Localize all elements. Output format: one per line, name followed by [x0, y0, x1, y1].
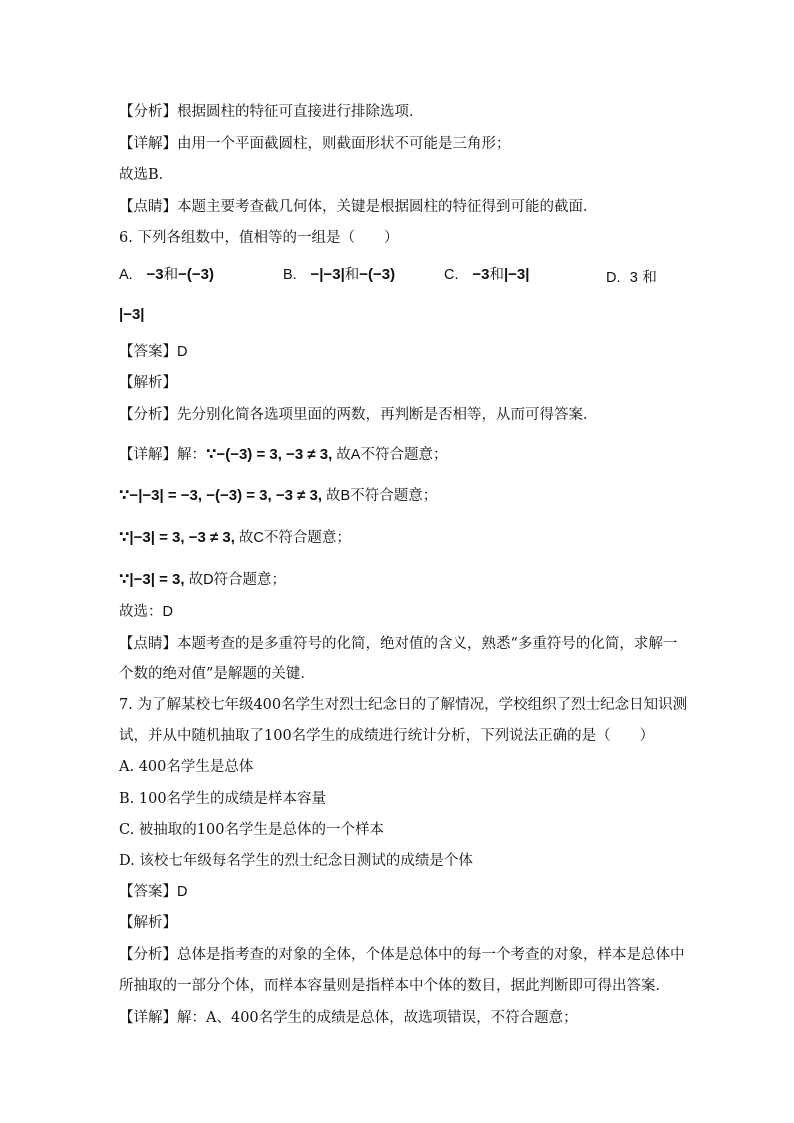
option-right-expr: −(−3)	[359, 266, 396, 283]
option-and: 和	[163, 267, 179, 283]
q7-stem-2: 试，并从中随机抽取了100名学生的成绩进行统计分析，下列说法正确的是（ ）	[119, 728, 655, 744]
option-letter: D.	[606, 270, 621, 286]
q6-detail-line-2	[119, 486, 437, 506]
q6-option-d	[606, 268, 657, 288]
q6-option-d-continued	[119, 305, 145, 325]
q7-option-b: B. 100名学生的成绩是样本容量	[119, 791, 327, 807]
detail-text: 故D符合题意；	[184, 572, 287, 588]
option-letter: C.	[444, 267, 459, 283]
detail-math: ∵|−3| = 3, −3 ≠ 3,	[119, 529, 235, 546]
q5-comment: 【点睛】本题主要考查截几何体，关键是根据圆柱的特征得到可能的截面．	[119, 199, 598, 215]
q6-comment-2: 个数的绝对值”是解题的关键．	[119, 666, 315, 682]
option-left-expr: −3	[146, 266, 164, 283]
q5-detail: 【详解】由用一个平面截圆柱，则截面形状不可能是三角形；	[119, 136, 511, 152]
option-right-expr: |−3|	[119, 306, 145, 323]
q7-explain-title: 【解析】	[119, 915, 177, 931]
detail-text: 故A不符合题意；	[332, 447, 448, 463]
q6-option-c	[444, 265, 529, 285]
q7-option-c: C. 被抽取的100名学生是总体的一个样本	[119, 822, 384, 838]
q6-analysis: 【分析】先分别化简各选项里面的两数，再判断是否相等，从而可得答案．	[119, 407, 598, 423]
q7-option-a: A. 400名学生是总体	[119, 759, 254, 775]
q6-explain-title: 【解析】	[119, 375, 177, 391]
option-and: 和	[489, 267, 504, 283]
q6-detail-line-4	[119, 570, 286, 590]
detail-math: ∵−(−3) = 3, −3 ≠ 3,	[206, 446, 333, 463]
option-left-expr: 3	[629, 270, 638, 286]
q7-analysis-2: 所抽取的一部分个体，而样本容量则是指样本中个体的数目，据此判断即可得出答案．	[119, 978, 670, 994]
option-letter: B.	[283, 267, 297, 283]
detail-math: ∵|−3| = 3,	[119, 571, 185, 588]
q6-choice: 故选：D	[119, 604, 173, 620]
option-and: 和	[642, 270, 657, 286]
q7-stem-1: 7. 为了解某校七年级400名学生对烈士纪念日的了解情况，学校组织了烈士纪念日知识测	[119, 697, 688, 713]
q6-option-b	[283, 265, 395, 285]
option-right-expr: |−3|	[503, 266, 530, 283]
q6-answer: 【答案】D	[119, 344, 188, 360]
option-left-expr: −|−3|	[310, 266, 345, 283]
option-right-expr: −(−3)	[178, 266, 214, 283]
q5-choice: 故选B．	[119, 167, 174, 183]
detail-math: ∵−|−3| = −3, −(−3) = 3, −3 ≠ 3,	[119, 487, 323, 504]
option-letter: A.	[119, 267, 133, 283]
q7-answer: 【答案】D	[119, 884, 188, 900]
q6-option-a	[119, 265, 214, 285]
detail-text: 故B不符合题意；	[322, 488, 438, 504]
q5-analysis: 【分析】根据圆柱的特征可直接进行排除选项．	[119, 104, 424, 120]
detail-text: 故C不符合题意；	[234, 530, 351, 546]
option-and: 和	[344, 267, 360, 283]
q7-detail: 【详解】解：A、400名学生的成绩是总体，故选项错误，不符合题意；	[119, 1010, 578, 1026]
detail-prefix: 【详解】解：	[119, 447, 206, 463]
q6-detail-line-1	[119, 445, 447, 465]
q6-detail-line-3	[119, 528, 351, 548]
q7-analysis-1: 【分析】总体是指考查的对象的全体，个体是总体中的每一个考查的对象，样本是总体中	[119, 947, 685, 963]
q7-option-d: D. 该校七年级每名学生的烈士纪念日测试的成绩是个体	[119, 853, 473, 869]
q6-comment-1: 【点睛】本题考查的是多重符号的化简，绝对值的含义，熟悉“多重符号的化简，求解一	[119, 636, 678, 652]
q6-stem: 6. 下列各组数中，值相等的一组是（ ）	[119, 230, 399, 246]
option-left-expr: −3	[472, 266, 490, 283]
